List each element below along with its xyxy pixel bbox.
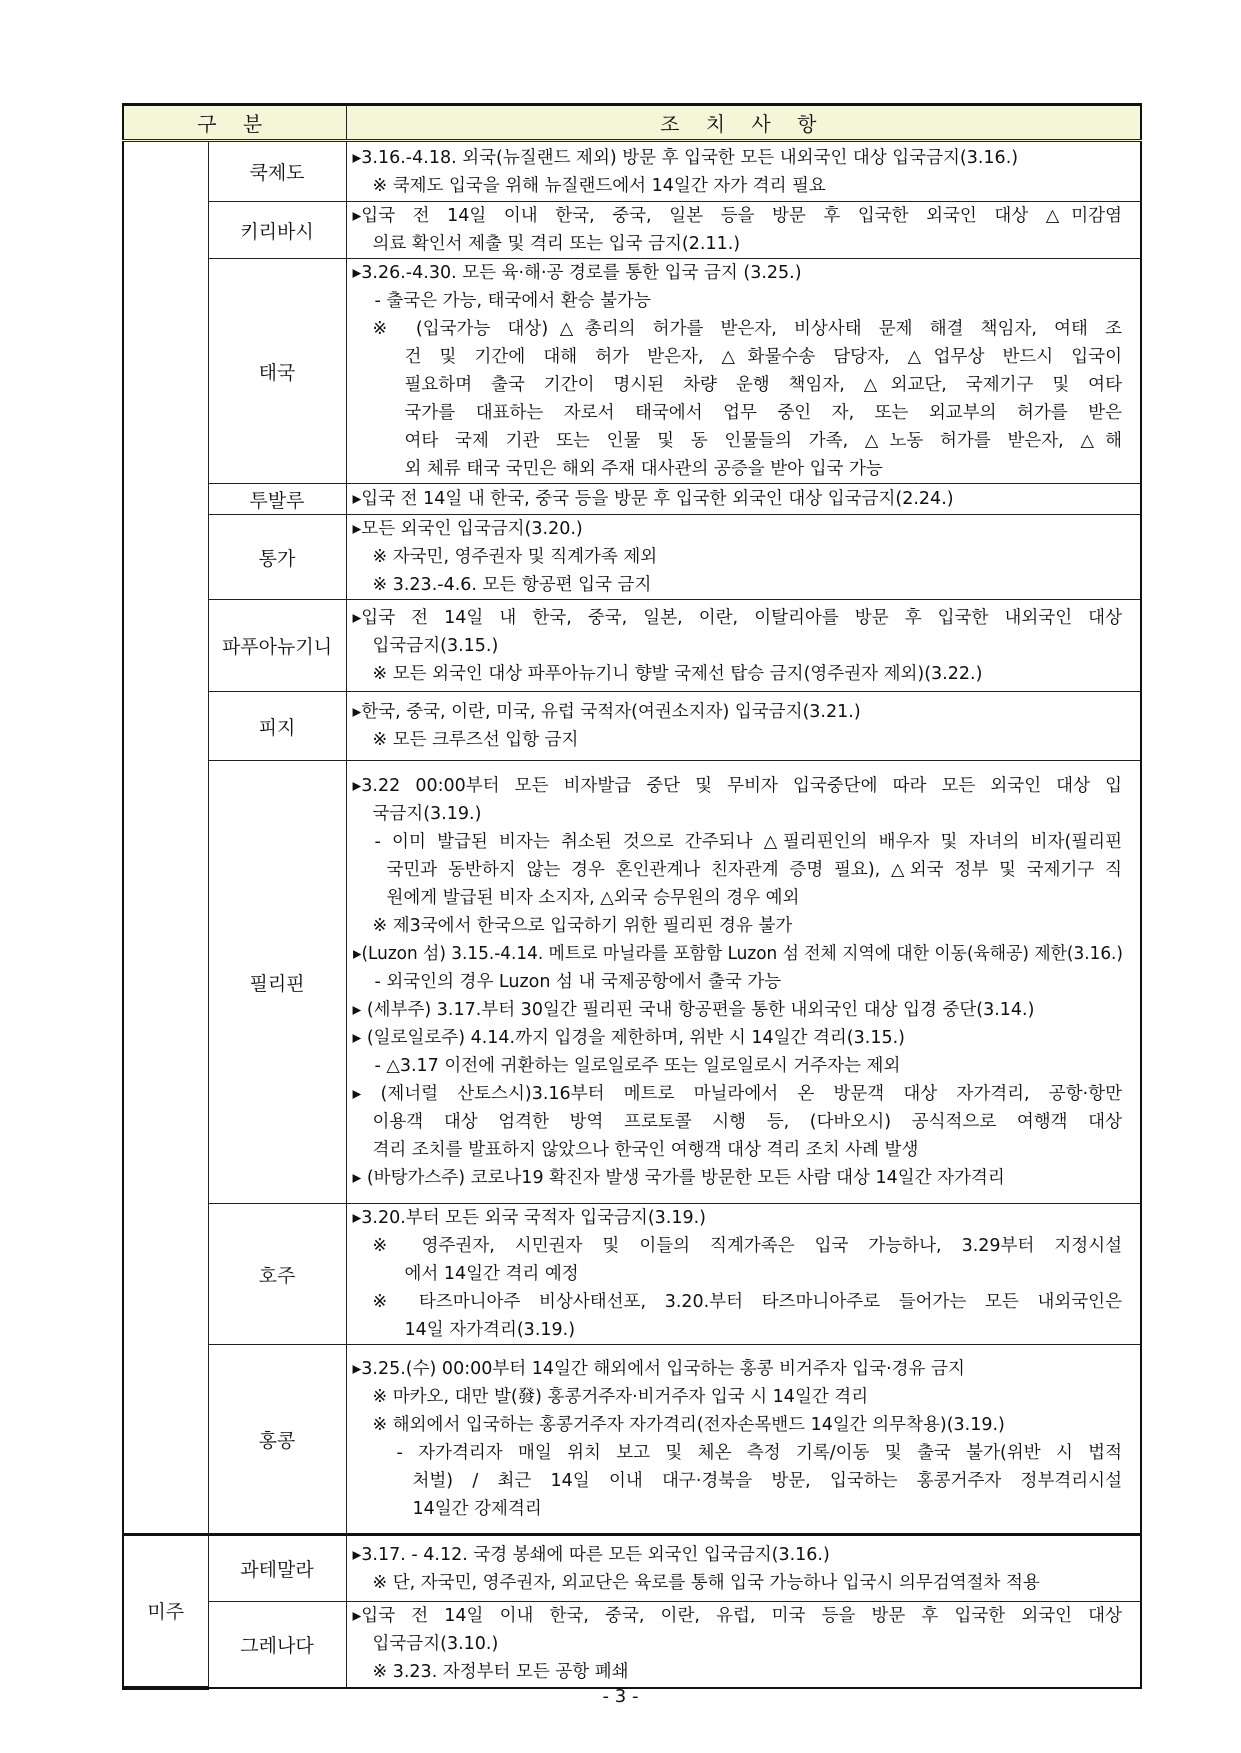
text-line: ※ 영주권자, 시민권자 및 이들의 직계가족은 입국 가능하나, 3.29부터 지정시설 xyxy=(372,1236,1122,1256)
sub-item xyxy=(353,1439,1123,1523)
text-line: ※ 모든 크루즈선 입항 금지 xyxy=(372,730,579,750)
text-line: 14일 자가격리(3.19.) xyxy=(404,1320,576,1340)
text-line: ▸입국 전 14일 내 한국, 중국 등을 방문 후 입국한 외국인 대상 입국금지(2.24.) xyxy=(352,489,954,509)
text-line: ▸ (일로일로주) 4.14.까지 입경을 제한하며, 위반 시 14일간 격리(3.15.) xyxy=(352,1028,905,1048)
text-line: ▸한국, 중국, 이란, 미국, 유럽 국적자(여권소지자) 입국금지(3.21.) xyxy=(352,702,861,722)
measures-cell xyxy=(346,1345,1141,1535)
text-line: - △3.17 이전에 귀환하는 일로일로주 또는 일로일로시 거주자는 제외 xyxy=(374,1056,901,1076)
text-line: ※ 단, 자국민, 영주권자, 외교단은 육로를 통해 입국 가능하나 입국시 의무검역절차 적용 xyxy=(372,1572,1040,1593)
bullet-item xyxy=(353,144,1123,172)
text-line: 14일간 강제격리 xyxy=(412,1499,542,1519)
region-cell: 미주 xyxy=(123,1535,208,1688)
text-line: - 이미 발급된 비자는 취소된 것으로 간주되나 △필리핀인의 배우자 및 자녀의 비자(필리핀 xyxy=(374,832,1122,852)
text-line: 국금지(3.19.) xyxy=(372,804,482,824)
header-category: 구 분 xyxy=(123,105,346,141)
text-line: ▸ (세부주) 3.17.부터 30일간 필리핀 국내 항공편을 통한 내외국인 대상 입경 중단(3.14.) xyxy=(352,1000,1035,1020)
text-line: 건 및 기간에 대해 허가 받은자, △화물수송 담당자, △업무상 반드시 입국이 xyxy=(404,347,1122,367)
bullet-item xyxy=(353,1164,1123,1192)
measures-cell xyxy=(346,692,1141,761)
sub-item xyxy=(353,1052,1123,1080)
sub-item xyxy=(353,968,1123,996)
text-line: - 자가격리자 매일 위치 보고 및 체온 측정 기록/이동 및 출국 불가(위반 시 법적 xyxy=(396,1443,1122,1463)
bullet-item xyxy=(353,515,1123,543)
text-line: ▸3.20.부터 모든 외국 국적자 입국금지(3.19.) xyxy=(352,1208,707,1228)
text-line: ▸3.25.(수) 00:00부터 14일간 해외에서 입국하는 홍콩 비거주자 입국·경유 금지 xyxy=(352,1359,965,1379)
text-line: ※ 마카오, 대만 발(發) 홍콩거주자·비거주자 입국 시 14일간 격리 xyxy=(372,1387,869,1407)
country-name: 태국 xyxy=(208,259,346,484)
bullet-item xyxy=(353,202,1123,258)
text-line: 이용객 대상 엄격한 방역 프로토콜 시행 등, (다바오시) 공식적으로 여행객 대상 xyxy=(372,1112,1122,1132)
measures-cell xyxy=(346,259,1141,484)
text-line: 필요하며 출국 기간이 명시된 차량 운행 책임자, △외교단, 국제기구 및 여타 xyxy=(404,375,1122,395)
table-row xyxy=(123,1602,1141,1688)
table-header-row xyxy=(123,105,1141,141)
bullet-item xyxy=(353,259,1123,287)
bullet-item xyxy=(353,1204,1123,1232)
table-row xyxy=(123,515,1141,600)
country-name: 키리바시 xyxy=(208,202,346,259)
table-row xyxy=(123,761,1141,1204)
text-line: ※ 타즈마니아주 비상사태선포, 3.20.부터 타즈마니아주로 들어가는 모든 내외국인은 xyxy=(372,1292,1122,1312)
text-line: - 출국은 가능, 태국에서 환승 불가능 xyxy=(374,291,651,311)
bullet-item xyxy=(353,1080,1123,1164)
measures-cell xyxy=(346,515,1141,600)
text-line: ※ 자국민, 영주권자 및 직계가족 제외 xyxy=(372,547,658,567)
text-line: 에서 14일간 격리 예정 xyxy=(404,1264,579,1284)
bullet-item xyxy=(353,940,1123,968)
text-line: 외 체류 태국 국민은 해외 주재 대사관의 공증을 받아 입국 가능 xyxy=(404,459,883,479)
note-paragraph xyxy=(353,660,1123,688)
text-line: 여타 국제 기관 또는 인물 및 동 인물들의 가족, △노동 허가를 받은자, △해 xyxy=(404,431,1122,451)
note-paragraph xyxy=(353,1658,1123,1686)
text-line: 입국금지(3.10.) xyxy=(372,1634,499,1655)
country-name: 투발루 xyxy=(208,484,346,515)
measures-cell xyxy=(346,761,1141,1204)
note-paragraph xyxy=(353,315,1123,483)
bullet-item xyxy=(353,485,1123,513)
text-line: ▸3.26.-4.30. 모든 육·해·공 경로를 통한 입국 금지 (3.25.) xyxy=(352,263,802,283)
text-line: ※ 모든 외국인 대상 파푸아뉴기니 향발 국제선 탑승 금지(영주권자 제외)(3.22.) xyxy=(372,663,983,684)
note-paragraph xyxy=(353,1232,1123,1288)
measures-cell xyxy=(346,1602,1141,1688)
bullet-item xyxy=(353,1024,1123,1052)
table-row xyxy=(123,259,1141,484)
note-paragraph xyxy=(353,1569,1123,1597)
note-paragraph xyxy=(353,1288,1123,1344)
text-line: ▸3.16.-4.18. 외국(뉴질랜드 제외) 방문 후 입국한 모든 내외국인 대상 입국금지(3.16.) xyxy=(352,147,1019,168)
bullet-item xyxy=(353,698,1123,726)
table-row xyxy=(123,1535,1141,1602)
measures-cell xyxy=(346,484,1141,515)
text-line: ▸모든 외국인 입국금지(3.20.) xyxy=(352,519,583,539)
sub-item xyxy=(353,828,1123,912)
table-row xyxy=(123,484,1141,515)
measures-cell xyxy=(346,600,1141,692)
note-paragraph xyxy=(353,1411,1123,1439)
bullet-item xyxy=(353,772,1123,828)
text-line: 의료 확인서 제출 및 격리 또는 입국 금지(2.11.) xyxy=(372,234,741,254)
table-row xyxy=(123,141,1141,202)
text-line: ※ 해외에서 입국하는 홍콩거주자 자가격리(전자손목밴드 14일간 의무착용)(3.19.) xyxy=(372,1415,1005,1435)
text-line: ▸입국 전 14일 이내 한국, 중국, 일본 등을 방문 후 입국한 외국인 대상 △미감염 xyxy=(352,206,1122,226)
header-measures: 조 치 사 항 xyxy=(346,105,1141,141)
text-line: ※ 쿡제도 입국을 위해 뉴질랜드에서 14일간 자가 격리 필요 xyxy=(372,175,826,196)
country-name: 쿡제도 xyxy=(208,141,346,202)
travel-restrictions-table xyxy=(122,103,1142,1690)
text-line: ▸3.22 00:00부터 모든 비자발급 중단 및 무비자 입국중단에 따라 모든 외국인 대상 입 xyxy=(352,776,1122,796)
note-paragraph xyxy=(353,1383,1123,1411)
text-line: ▸(Luzon 섬) 3.15.-4.14. 메트로 마닐라를 포함함 Luzon 섬 전체 지역에 대한 이동(육해공) 제한(3.16.) xyxy=(352,944,1123,964)
text-line: 국민과 동반하지 않는 경우 혼인관계나 친자관계 증명 필요), △외국 정부 및 국제기구 직 xyxy=(386,860,1122,880)
text-line: 입국금지(3.15.) xyxy=(372,635,499,656)
note-paragraph xyxy=(353,571,1123,599)
note-paragraph xyxy=(353,912,1123,940)
table-row xyxy=(123,202,1141,259)
text-line: 격리 조치를 발표하지 않았으나 한국인 여행객 대상 격리 조치 사례 발생 xyxy=(372,1140,919,1160)
table-row xyxy=(123,1345,1141,1535)
text-line: ▸3.17. - 4.12. 국경 봉쇄에 따른 모든 외국인 입국금지(3.16.) xyxy=(352,1544,830,1565)
region-cell-empty xyxy=(123,141,208,1535)
note-paragraph xyxy=(353,726,1123,754)
country-name: 통가 xyxy=(208,515,346,600)
note-paragraph xyxy=(353,172,1123,200)
text-line: 처벌) / 최근 14일 이내 대구·경북을 방문, 입국하는 홍콩거주자 정부격리시설 xyxy=(412,1471,1122,1491)
page-number: - 3 - xyxy=(602,1686,639,1707)
bullet-item xyxy=(353,1355,1123,1383)
text-line: 원에게 발급된 비자 소지자, △외국 승무원의 경우 예외 xyxy=(386,888,800,908)
country-name: 필리핀 xyxy=(208,761,346,1204)
bullet-item xyxy=(353,1541,1123,1569)
table-row xyxy=(123,600,1141,692)
sub-item xyxy=(353,287,1123,315)
table-body xyxy=(123,141,1141,1688)
country-name: 홍콩 xyxy=(208,1345,346,1535)
text-line: 국가를 대표하는 자로서 태국에서 업무 중인 자, 또는 외교부의 허가를 받은 xyxy=(404,403,1122,423)
text-line: - 외국인의 경우 Luzon 섬 내 국제공항에서 출국 가능 xyxy=(374,972,782,992)
text-line: ※ (입국가능 대상)△총리의 허가를 받은자, 비상사태 문제 해결 책임자, 여태 조 xyxy=(372,319,1122,339)
text-line: ▸ (제너럴 산토스시)3.16부터 메트로 마닐라에서 온 방문객 대상 자가격리, 공항·항만 xyxy=(352,1084,1122,1104)
bullet-item xyxy=(353,1602,1123,1658)
table-row xyxy=(123,692,1141,761)
text-line: ▸ (바탕가스주) 코로나19 확진자 발생 국가를 방문한 모든 사람 대상 14일간 자가격리 xyxy=(352,1168,1005,1188)
bullet-item xyxy=(353,604,1123,660)
text-line: ※ 3.23.-4.6. 모든 항공편 입국 금지 xyxy=(372,575,652,595)
measures-cell xyxy=(346,141,1141,202)
country-name: 피지 xyxy=(208,692,346,761)
note-paragraph xyxy=(353,543,1123,571)
measures-cell xyxy=(346,1204,1141,1345)
table-row xyxy=(123,1204,1141,1345)
text-line: ▸입국 전 14일 내 한국, 중국, 일본, 이란, 이탈리아를 방문 후 입국한 내외국인 대상 xyxy=(352,607,1122,628)
text-line: ※ 3.23. 자정부터 모든 공항 폐쇄 xyxy=(372,1662,629,1683)
country-name: 그레나다 xyxy=(208,1602,346,1688)
measures-cell xyxy=(346,202,1141,259)
text-line: ▸입국 전 14일 이내 한국, 중국, 이란, 유럽, 미국 등을 방문 후 입국한 외국인 대상 xyxy=(352,1606,1122,1627)
bullet-item xyxy=(353,996,1123,1024)
country-name: 파푸아뉴기니 xyxy=(208,600,346,692)
text-line: ※ 제3국에서 한국으로 입국하기 위한 필리핀 경유 불가 xyxy=(372,916,793,936)
country-name: 호주 xyxy=(208,1204,346,1345)
measures-cell xyxy=(346,1535,1141,1602)
country-name: 과테말라 xyxy=(208,1535,346,1602)
